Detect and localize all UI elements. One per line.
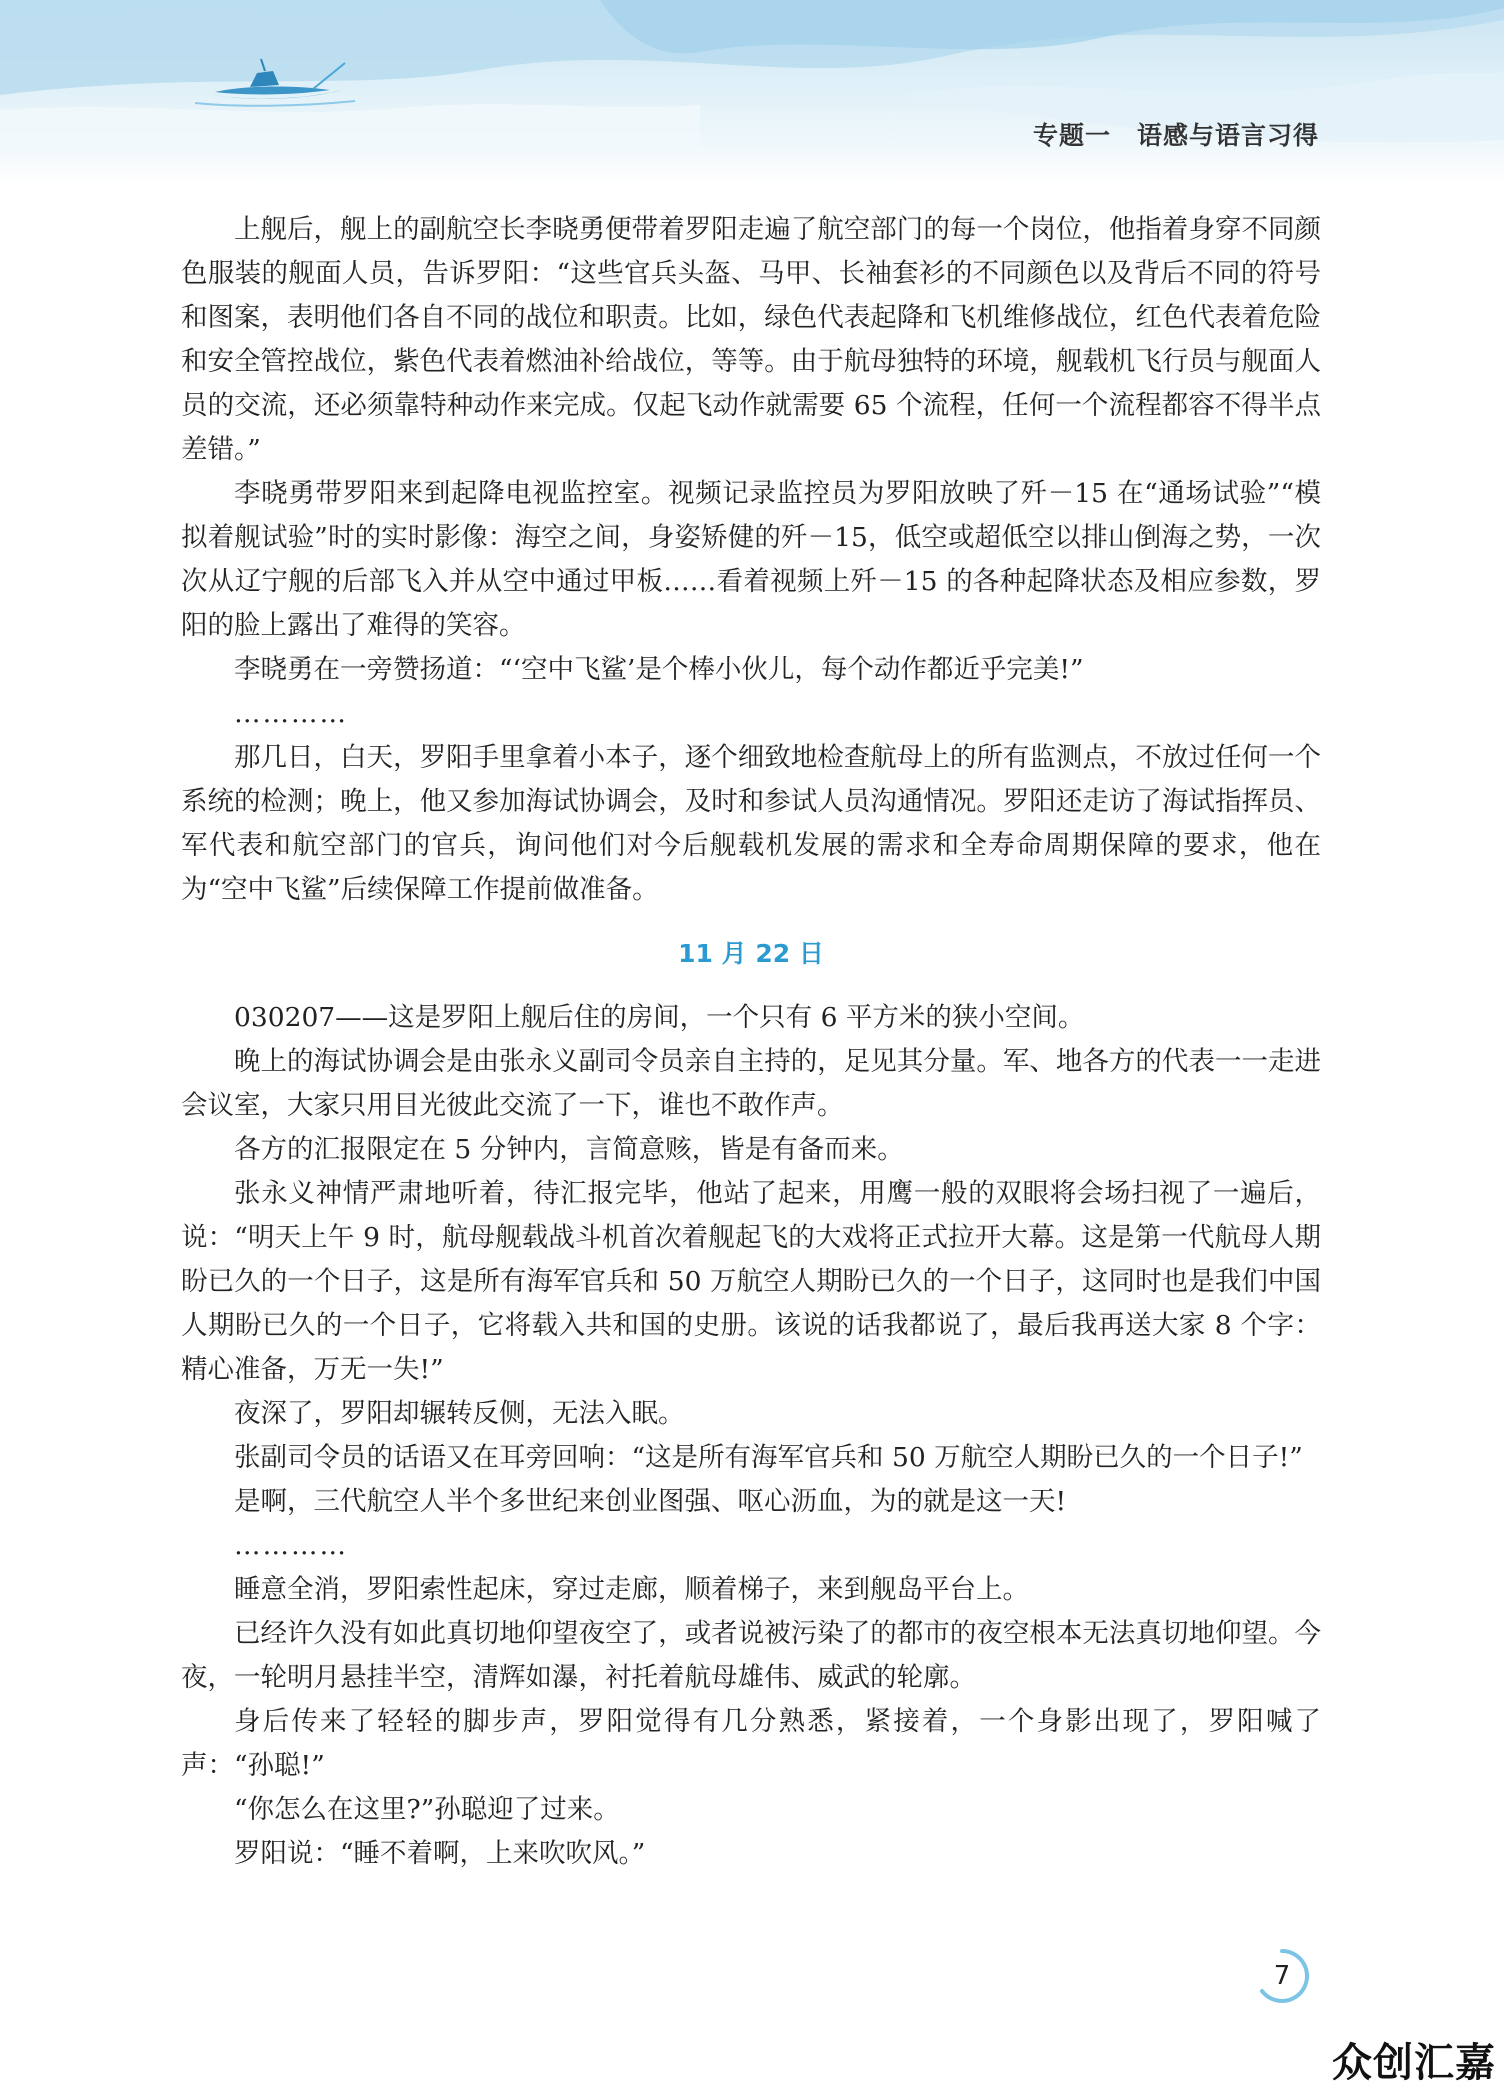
paragraph: 那几日，白天，罗阳手里拿着小本子，逐个细致地检查航母上的所有监测点，不放过任何一个系统的检测；晚上，他又参加海试协调会，及时和参试人员沟通情况。罗阳还走访了海试指挥员、军代表和航空部门的官兵，询问他们对今后舰载机发展的需求和全寿命周期保障的要求，他在为“空中飞鲨”后续保障工作提前做准备。 [181, 742, 1321, 905]
date-heading: 11 月 22 日 [678, 939, 824, 968]
paragraph: 夜深了，罗阳却辗转反侧，无法入眠。 [234, 1398, 685, 1429]
paragraph: 是啊，三代航空人半个多世纪来创业图强、呕心沥血，为的就是这一天! [234, 1486, 1067, 1517]
paragraph: 张永义神情严肃地听着，待汇报完毕，他站了起来，用鹰一般的双眼将会场扫视了一遍后，说：“明天上午 9 时，航母舰载战斗机首次着舰起飞的大戏将正式拉开大幕。这是第一代航母人期盼已久的一个日子，这是所有海军官兵和 50 万航空人期盼已久的一个日子，这同时也是我们中国人期盼已久的一个日子，它将载入共和国的史册。该说的话我都说了，最后我再送大家 8 个字：精心准备，万无一失!” [181, 1178, 1321, 1385]
page-number-badge [1254, 1948, 1310, 2004]
ellipsis-separator: ………… [234, 698, 348, 729]
paragraph: 睡意全消，罗阳索性起床，穿过走廊，顺着梯子，来到舰岛平台上。 [234, 1574, 1029, 1605]
page-header-banner [0, 0, 1504, 185]
paragraph: 身后传来了轻轻的脚步声，罗阳觉得有几分熟悉，紧接着，一个身影出现了，罗阳喊了声：“孙聪!” [181, 1706, 1321, 1781]
paragraph: “你怎么在这里?”孙聪迎了过来。 [234, 1794, 620, 1825]
chapter-title: 专题一 语感与语言习得 [1032, 121, 1319, 150]
paragraph: 已经许久没有如此真切地仰望夜空了，或者说被污染了的都市的夜空根本无法真切地仰望。今夜，一轮明月悬挂半空，清辉如瀑，衬托着航母雄伟、威武的轮廓。 [181, 1618, 1321, 1693]
paragraph: 张副司令员的话语又在耳旁回响：“这是所有海军官兵和 50 万航空人期盼已久的一个日子!” [234, 1442, 1303, 1473]
paragraph: 李晓勇在一旁赞扬道：“‘空中飞鲨’是个棒小伙儿，每个动作都近乎完美!” [234, 654, 1084, 685]
watermark-text: 众创汇嘉 [1332, 2040, 1496, 2086]
paragraph: 李晓勇带罗阳来到起降电视监控室。视频记录监控员为罗阳放映了歼－15 在“通场试验”“模拟着舰试验”时的实时影像：海空之间，身姿矫健的歼－15，低空或超低空以排山倒海之势，一次次从辽宁舰的后部飞入并从空中通过甲板……看着视频上歼－15 的各种起降状态及相应参数，罗阳的脸上露出了难得的笑容。 [181, 478, 1321, 641]
paragraph: 罗阳说：“睡不着啊，上来吹吹风。” [234, 1838, 646, 1869]
paragraph: 上舰后，舰上的副航空长李晓勇便带着罗阳走遍了航空部门的每一个岗位，他指着身穿不同颜色服装的舰面人员，告诉罗阳：“这些官兵头盔、马甲、长袖套衫的不同颜色以及背后不同的符号和图案，表明他们各自不同的战位和职责。比如，绿色代表起降和飞机维修战位，红色代表着危险和安全管控战位，紫色代表着燃油补给战位，等等。由于航母独特的环境，舰载机飞行员与舰面人员的交流，还必须靠特种动作来完成。仅起飞动作就需要 65 个流程，任何一个流程都容不得半点差错。” [181, 214, 1321, 465]
article-body [181, 208, 1321, 1876]
boat-icon [195, 55, 365, 115]
page-number: 7 [1273, 1961, 1291, 1991]
paragraph: 晚上的海试协调会是由张永义副司令员亲自主持的，足见其分量。军、地各方的代表一一走进会议室，大家只用目光彼此交流了一下，谁也不敢作声。 [181, 1046, 1321, 1121]
paragraph: 各方的汇报限定在 5 分钟内，言简意赅，皆是有备而来。 [234, 1134, 904, 1165]
ellipsis-separator: ………… [234, 1530, 348, 1561]
paragraph: 030207——这是罗阳上舰后住的房间，一个只有 6 平方米的狭小空间。 [234, 1002, 1085, 1033]
